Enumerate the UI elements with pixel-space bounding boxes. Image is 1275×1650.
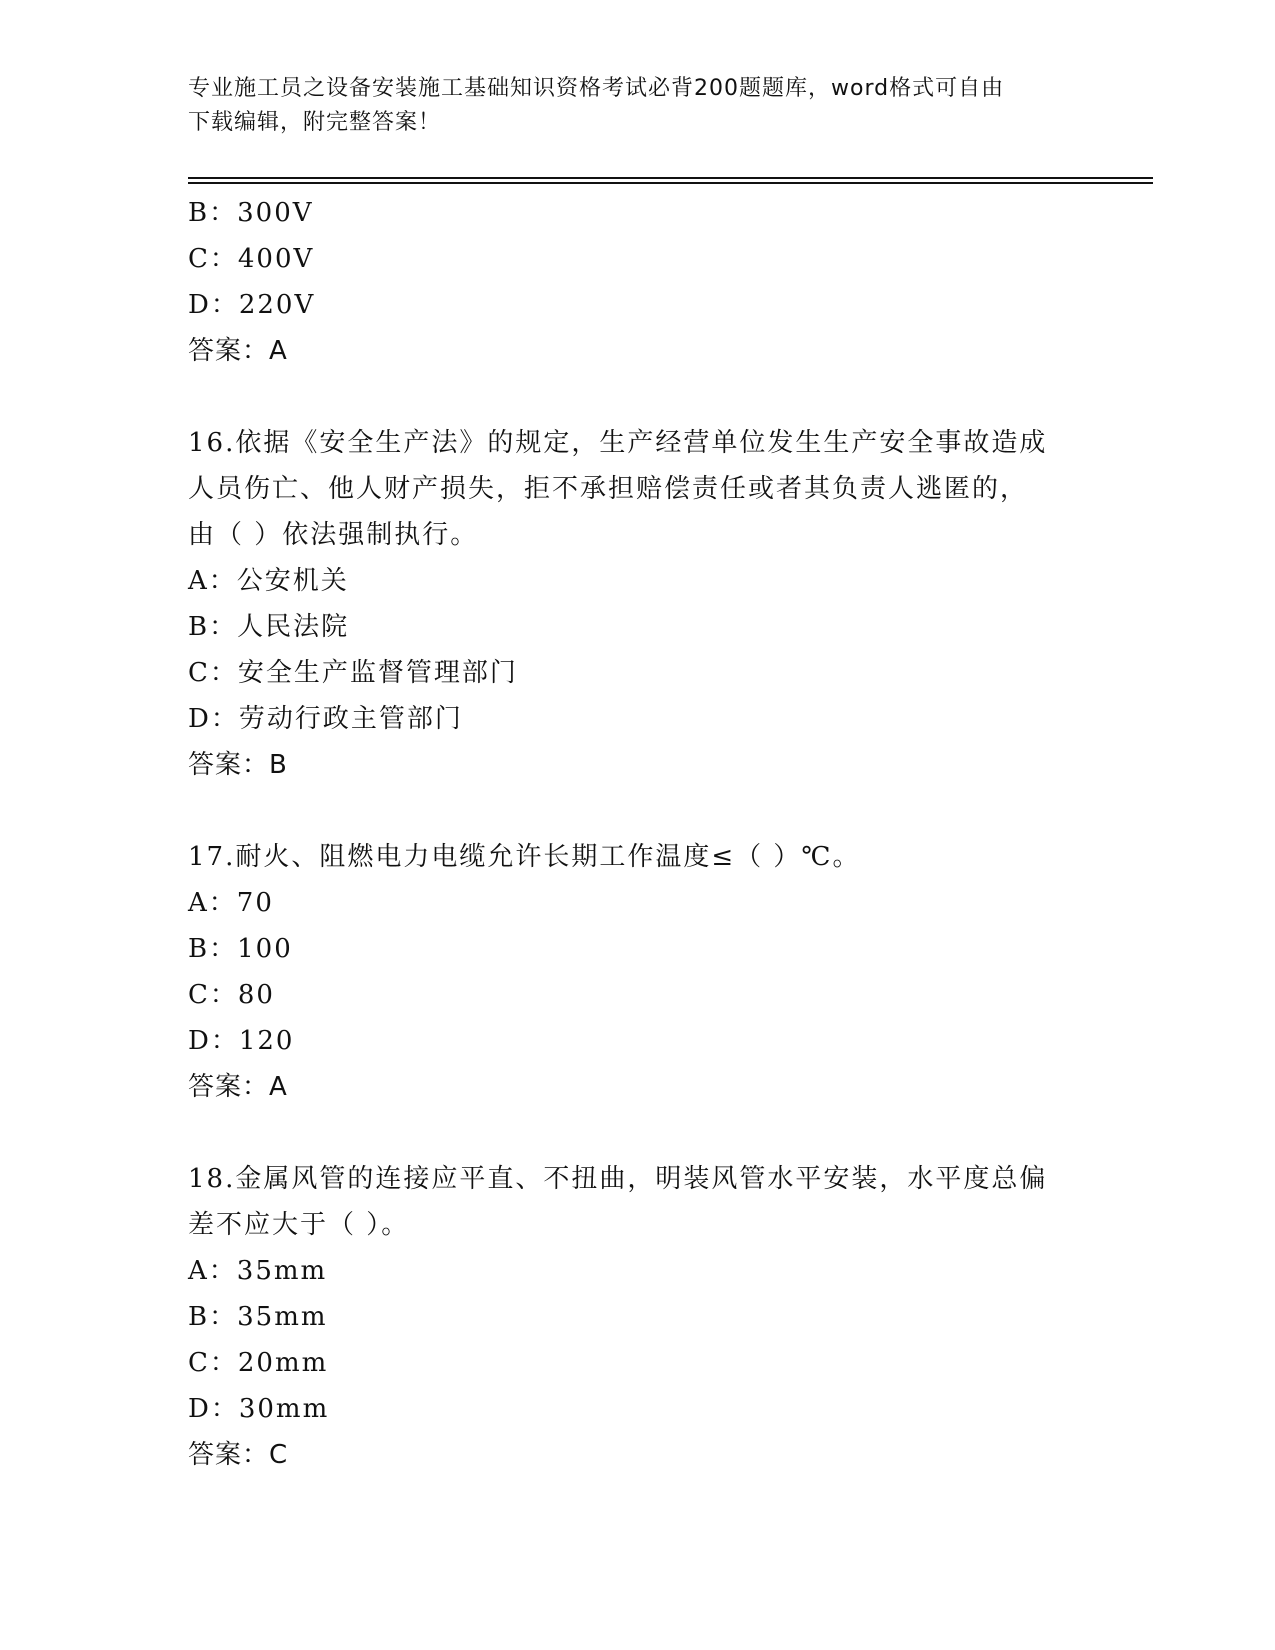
question-text	[188, 1156, 1088, 1248]
question-text-line: 16.依据《安全生产法》的规定，生产经营单位发生生产安全事故造成	[188, 428, 1048, 458]
option-b: B：100	[188, 934, 293, 964]
question-text-line: 17.耐火、阻燃电力电缆允许长期工作温度≤（ ）℃。	[188, 842, 861, 872]
option-c: C：400V	[188, 244, 315, 274]
header-line-1: 专业施工员之设备安装施工基础知识资格考试必背200题题库，word格式可自由	[188, 76, 1005, 101]
option-d: D：30mm	[188, 1394, 330, 1424]
option-a: A：公安机关	[188, 566, 349, 596]
header-line-2: 下载编辑，附完整答案！	[188, 110, 442, 135]
option-d: D：220V	[188, 290, 316, 320]
question-text	[188, 420, 1088, 558]
option-a: A：35mm	[188, 1256, 328, 1286]
option-c: C：安全生产监督管理部门	[188, 658, 518, 688]
document-header	[188, 72, 1068, 140]
question-text-line: 18.金属风管的连接应平直、不扭曲，明装风管水平安装，水平度总偏	[188, 1164, 1048, 1194]
option-c: C：20mm	[188, 1348, 329, 1378]
question-18	[188, 1156, 1088, 1478]
answer-line: 答案：B	[188, 750, 288, 780]
option-d: D：120	[188, 1026, 295, 1056]
question-text-line: 由（ ）依法强制执行。	[188, 520, 479, 550]
option-b: B：35mm	[188, 1302, 328, 1332]
option-d: D：劳动行政主管部门	[188, 704, 463, 734]
option-c: C：80	[188, 980, 275, 1010]
header-divider-bottom	[188, 182, 1153, 184]
answer-line: 答案：C	[188, 1440, 289, 1470]
question-16	[188, 420, 1088, 788]
question-text-line: 人员伤亡、他人财产损失，拒不承担赔偿责任或者其负责人逃匿的，	[188, 474, 1029, 504]
question-text	[188, 834, 1088, 880]
answer-line: 答案：A	[188, 1072, 288, 1102]
option-b: B：人民法院	[188, 612, 350, 642]
question-15-continued	[188, 190, 1088, 374]
answer-line: 答案：A	[188, 336, 288, 366]
option-b: B：300V	[188, 198, 314, 228]
option-a: A：70	[188, 888, 274, 918]
header-divider-top	[188, 177, 1153, 179]
document-body	[188, 190, 1088, 1478]
question-17	[188, 834, 1088, 1110]
question-text-line: 差不应大于（ ）。	[188, 1210, 410, 1240]
